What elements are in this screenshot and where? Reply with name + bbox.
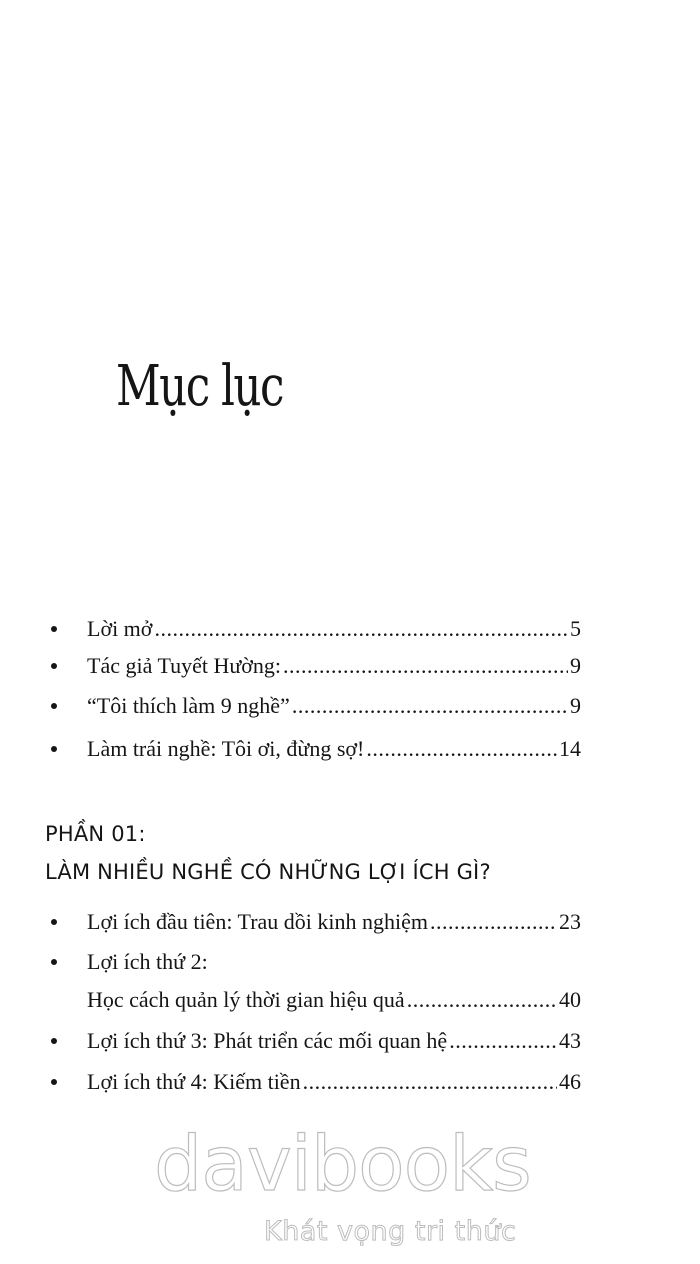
page-title: Mục lục: [116, 354, 283, 419]
toc-entry-label: Học cách quản lý thời gian hiệu quả: [87, 987, 405, 1012]
toc-page-number: 43: [559, 1028, 581, 1053]
dot-leader: [292, 690, 568, 722]
dot-leader: [366, 733, 557, 765]
dot-leader: [407, 984, 557, 1016]
part-heading-title: LÀM NHIỀU NGHỀ CÓ NHỮNG LỢI ÍCH GÌ?: [45, 860, 491, 884]
toc-entry[interactable]: [45, 906, 581, 938]
watermark-logo: davibooks: [154, 1119, 531, 1208]
toc-page-number: 9: [570, 653, 581, 678]
bullet-icon: [51, 663, 57, 669]
toc-entry-label-line1: Lợi ích thứ 2:: [87, 949, 208, 974]
toc-entry-label: Lợi ích thứ 3: Phát triển các mối quan hệ: [87, 1028, 448, 1053]
toc-entry[interactable]: [45, 613, 581, 645]
toc-entry-label: Lời mở: [87, 616, 153, 641]
toc-entry-label: “Tôi thích làm 9 nghề”: [87, 693, 290, 718]
toc-entry-label: Lợi ích đầu tiên: Trau dồi kinh nghiệm: [87, 909, 428, 934]
toc-entry[interactable]: [45, 1025, 581, 1057]
dot-leader: [154, 613, 568, 645]
bullet-icon: [51, 703, 57, 709]
watermark-tagline: Khát vọng tri thức: [264, 1216, 517, 1247]
toc-entry[interactable]: [45, 1066, 581, 1098]
toc-page-number: 46: [559, 1069, 581, 1094]
toc-entry-label: Lợi ích thứ 4: Kiếm tiền: [87, 1069, 301, 1094]
dot-leader: [283, 650, 568, 682]
toc-page-number: 9: [570, 693, 581, 718]
part-heading-number: PHẦN 01:: [45, 822, 146, 846]
toc-page-number: 23: [559, 909, 581, 934]
bullet-icon: [51, 746, 57, 752]
bullet-icon: [51, 1079, 57, 1085]
toc-entry[interactable]: [45, 946, 581, 1018]
toc-entry[interactable]: [45, 690, 581, 722]
toc-page-number: 14: [559, 736, 581, 761]
dot-leader: [449, 1025, 557, 1057]
bullet-icon: [51, 959, 57, 965]
bullet-icon: [51, 626, 57, 632]
bullet-icon: [51, 919, 57, 925]
bullet-icon: [51, 1038, 57, 1044]
toc-page-number: 40: [559, 987, 581, 1012]
toc-entry[interactable]: [45, 650, 581, 682]
toc-entry-label: Tác giả Tuyết Hường:: [87, 653, 282, 678]
dot-leader: [430, 906, 557, 938]
toc-entry-label: Làm trái nghề: Tôi ơi, đừng sợ!: [87, 736, 365, 761]
dot-leader: [303, 1066, 557, 1098]
toc-entry[interactable]: [45, 733, 581, 765]
toc-page-number: 5: [570, 616, 581, 641]
